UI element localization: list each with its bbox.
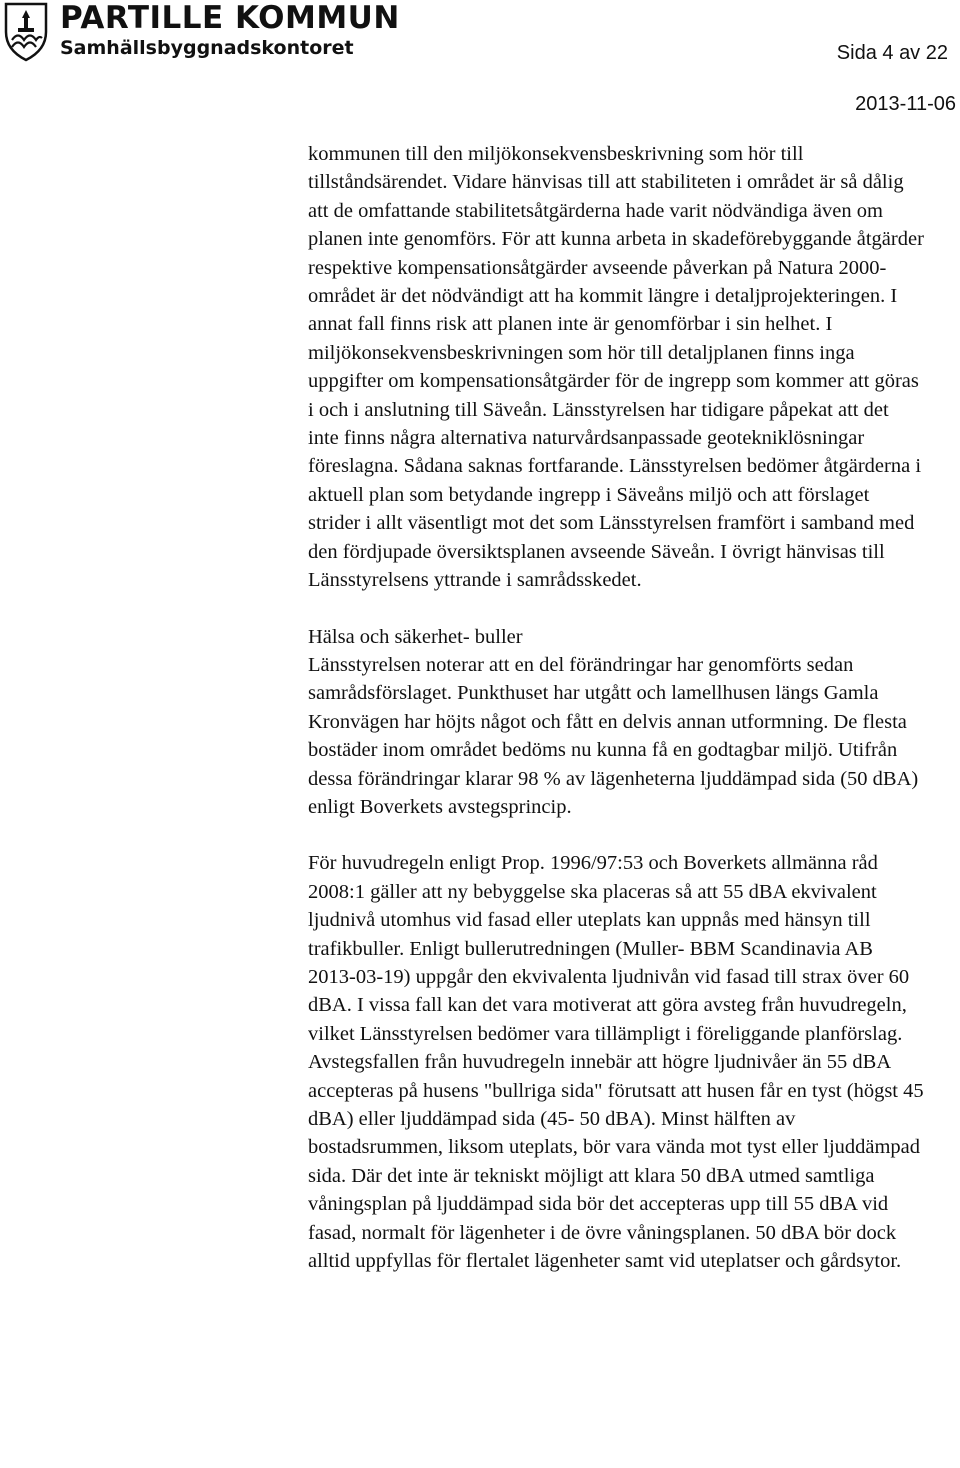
body-paragraph: Länsstyrelsen noterar att en del förändringar har genomförts sedan samrådsförslaget. Punkthuset har utgått och lamellhusen längs Gamla Kronvägen har höjts något och fått en delvis annan utformning. De flesta bostäder inom området bedöms nu kunna få en godtagbar miljö. Utifrån dessa förändringar klarar 98 % av lägenheterna ljuddämpad sida (50 dBA) enligt Boverkets avstegsprincip. [308,653,919,818]
organization-name: PARTILLE KOMMUN [60,0,400,36]
document-body [308,140,924,1275]
page-number: Sida 4 av 22 [836,42,948,64]
document-date: 2013-11-06 [855,93,956,115]
section-heading: Hälsa och säkerhet- buller [308,625,523,648]
body-paragraph: För huvudregeln enligt Prop. 1996/97:53 och Boverkets allmänna råd 2008:1 gäller att ny bebyggelse ska placeras så att 55 dBA ekvivalent ljudnivå utomhus vid fasad eller uteplats kan uppnås med hänsyn till trafikbuller. Enligt bullerutredningen (Muller- BBM Scandinavia AB 2013-03-19) uppgår den ekvivalenta ljudnivån vid fasad till strax över 60 dBA. I vissa fall kan det vara motiverat att göra avsteg från huvudregeln, vilket Länsstyrelsen bedömer vara tillämpligt i föreliggande planförslag. Avstegsfallen från huvudregeln innebär att högre ljudnivåer än 55 dBA accepteras på husens "bullriga sida" förutsatt att husen får en tyst (högst 45 dBA) eller ljuddämpad sida (45- 50 dBA). Minst hälften av bostadsrummen, liksom uteplats, bör vara vända mot tyst eller ljuddämpad sida. Där det inte är tekniskt möjligt att klara 50 dBA utmed samtliga våningsplan på ljuddämpad sida bör det accepteras upp till 55 dBA vid fasad, normalt för lägenheter i de övre våningsplanen. 50 dBA bör dock alltid uppfyllas för flertalet lägenheter samt vid uteplatser och gårdsytor. [308,852,924,1273]
partille-coat-of-arms-icon [4,2,48,62]
organization-unit: Samhällsbyggnadskontoret [60,37,354,59]
body-paragraph: kommunen till den miljökonsekvensbeskrivning som hör till tillståndsärendet. Vidare hänvisas till att stabiliteten i området är så dålig att de omfattande stabilitetsåtgärderna hade varit nödvändiga även om planen inte genomförs. För att kunna arbeta in skadeförebyggande åtgärder respektive kompensationsåtgärder avseende påverkan på Natura 2000-området är det nödvändigt att ha kommit längre i detaljprojekteringen. I annat fall finns risk att planen inte är genomförbar i sin helhet. I miljökonsekvensbeskrivningen som hör till detaljplanen finns inga uppgifter om kompensationsåtgärder för de ingrepp som kommer att göras i och i anslutning till Säveån. Länsstyrelsen har tidigare påpekat att det inte finns några alternativa naturvårdsanpassade geotekniklösningar föreslagna. Sådana saknas fortfarande. Länsstyrelsen bedömer åtgärderna i aktuell plan som betydande ingrepp i Säveåns miljö och att förslaget strider i allt väsentligt mot det som Länsstyrelsen framfört i samband med den fördjupade översiktsplanen avseende Säveån. I övrigt hänvisas till Länsstyrelsens yttrande i samrådsskedet. [308,143,924,592]
